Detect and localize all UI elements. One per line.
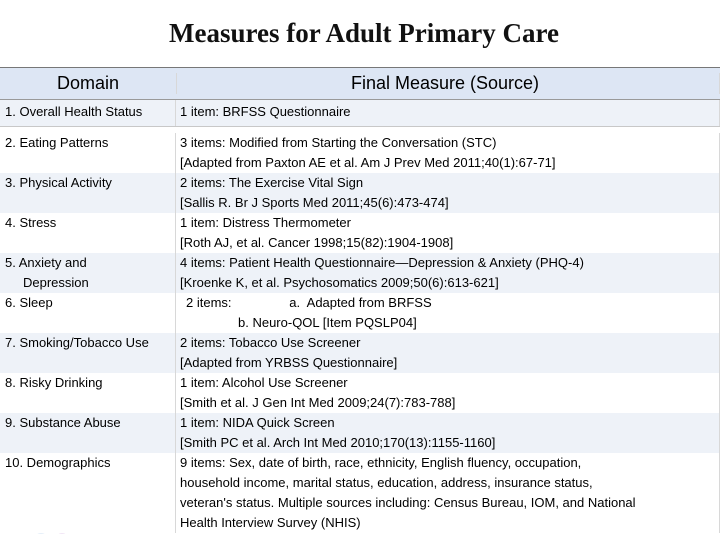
table-row: [0, 373, 720, 413]
table-row: [0, 100, 720, 126]
header-measure: Final Measure (Source): [177, 73, 720, 94]
measure-citation: [Sallis R. Br J Sports Med 2011;45(6):473-474]: [180, 195, 449, 210]
domain-cell: 6. Sleep: [5, 295, 53, 310]
domain-cell: 4. Stress: [5, 215, 57, 230]
header-domain: Domain: [0, 73, 177, 94]
measure-citation: [Kroenke K, et al. Psychosomatics 2009;50(6):613-621]: [180, 275, 499, 290]
measure-cell: 2 items: Tobacco Use Screener: [180, 335, 361, 350]
domain-cell: 7. Smoking/Tobacco Use: [5, 335, 149, 350]
domain-cell: 3. Physical Activity: [5, 175, 112, 190]
table-row: [0, 293, 720, 333]
measure-subitem: b. Neuro-QOL [Item PQSLP04]: [238, 315, 417, 330]
table-row: [0, 173, 720, 213]
domain-cell: 9. Substance Abuse: [5, 415, 121, 430]
measure-cell-line: veteran's status. Multiple sources including: Census Bureau, IOM, and National: [180, 495, 636, 510]
measure-cell: 1 item: Distress Thermometer: [180, 215, 351, 230]
table-header: [0, 68, 720, 100]
domain-cell: 1. Overall Health Status: [5, 104, 143, 119]
measure-cell-line: household income, marital status, education, address, insurance status,: [180, 475, 593, 490]
table-row: [0, 413, 720, 453]
measure-cell: 4 items: Patient Health Questionnaire—Depression & Anxiety (PHQ-4): [180, 255, 584, 270]
domain-cell: 8. Risky Drinking: [5, 375, 103, 390]
measure-cell: 2 items: The Exercise Vital Sign: [180, 175, 364, 190]
table-row: [0, 253, 720, 293]
measure-citation: [Roth AJ, et al. Cancer 1998;15(82):1904-1908]: [180, 235, 454, 250]
page-title: Measures for Adult Primary Care: [169, 18, 559, 48]
domain-cell: 2. Eating Patterns: [5, 135, 109, 150]
measure-cell: 2 items: a. Adapted from BRFSS: [186, 295, 432, 310]
table-row: [0, 126, 720, 173]
measure-cell-line: Health Interview Survey (NHIS): [180, 515, 361, 530]
domain-cell-cont: Depression: [23, 275, 89, 290]
measure-citation: [Adapted from Paxton AE et al. Am J Prev Med 2011;40(1):67-71]: [180, 155, 556, 170]
table-row: [0, 213, 720, 253]
table-row: [0, 333, 720, 373]
measure-cell: 3 items: Modified from Starting the Conversation (STC): [180, 135, 497, 150]
table-row: [0, 453, 720, 533]
measure-cell: 1 item: NIDA Quick Screen: [180, 415, 335, 430]
measures-table: [0, 67, 720, 533]
measure-citation: [Adapted from YRBSS Questionnaire]: [180, 355, 398, 370]
domain-cell: 10. Demographics: [5, 455, 111, 470]
measure-cell: 1 item: Alcohol Use Screener: [180, 375, 348, 390]
measure-citation: [Smith PC et al. Arch Int Med 2010;170(13):1155-1160]: [180, 435, 496, 450]
measure-citation: [Smith et al. J Gen Int Med 2009;24(7):783-788]: [180, 395, 456, 410]
measure-cell: 1 item: BRFSS Questionnaire: [180, 104, 351, 119]
domain-cell: 5. Anxiety and: [5, 255, 87, 270]
measure-cell: 9 items: Sex, date of birth, race, ethnicity, English fluency, occupation,: [180, 455, 582, 470]
